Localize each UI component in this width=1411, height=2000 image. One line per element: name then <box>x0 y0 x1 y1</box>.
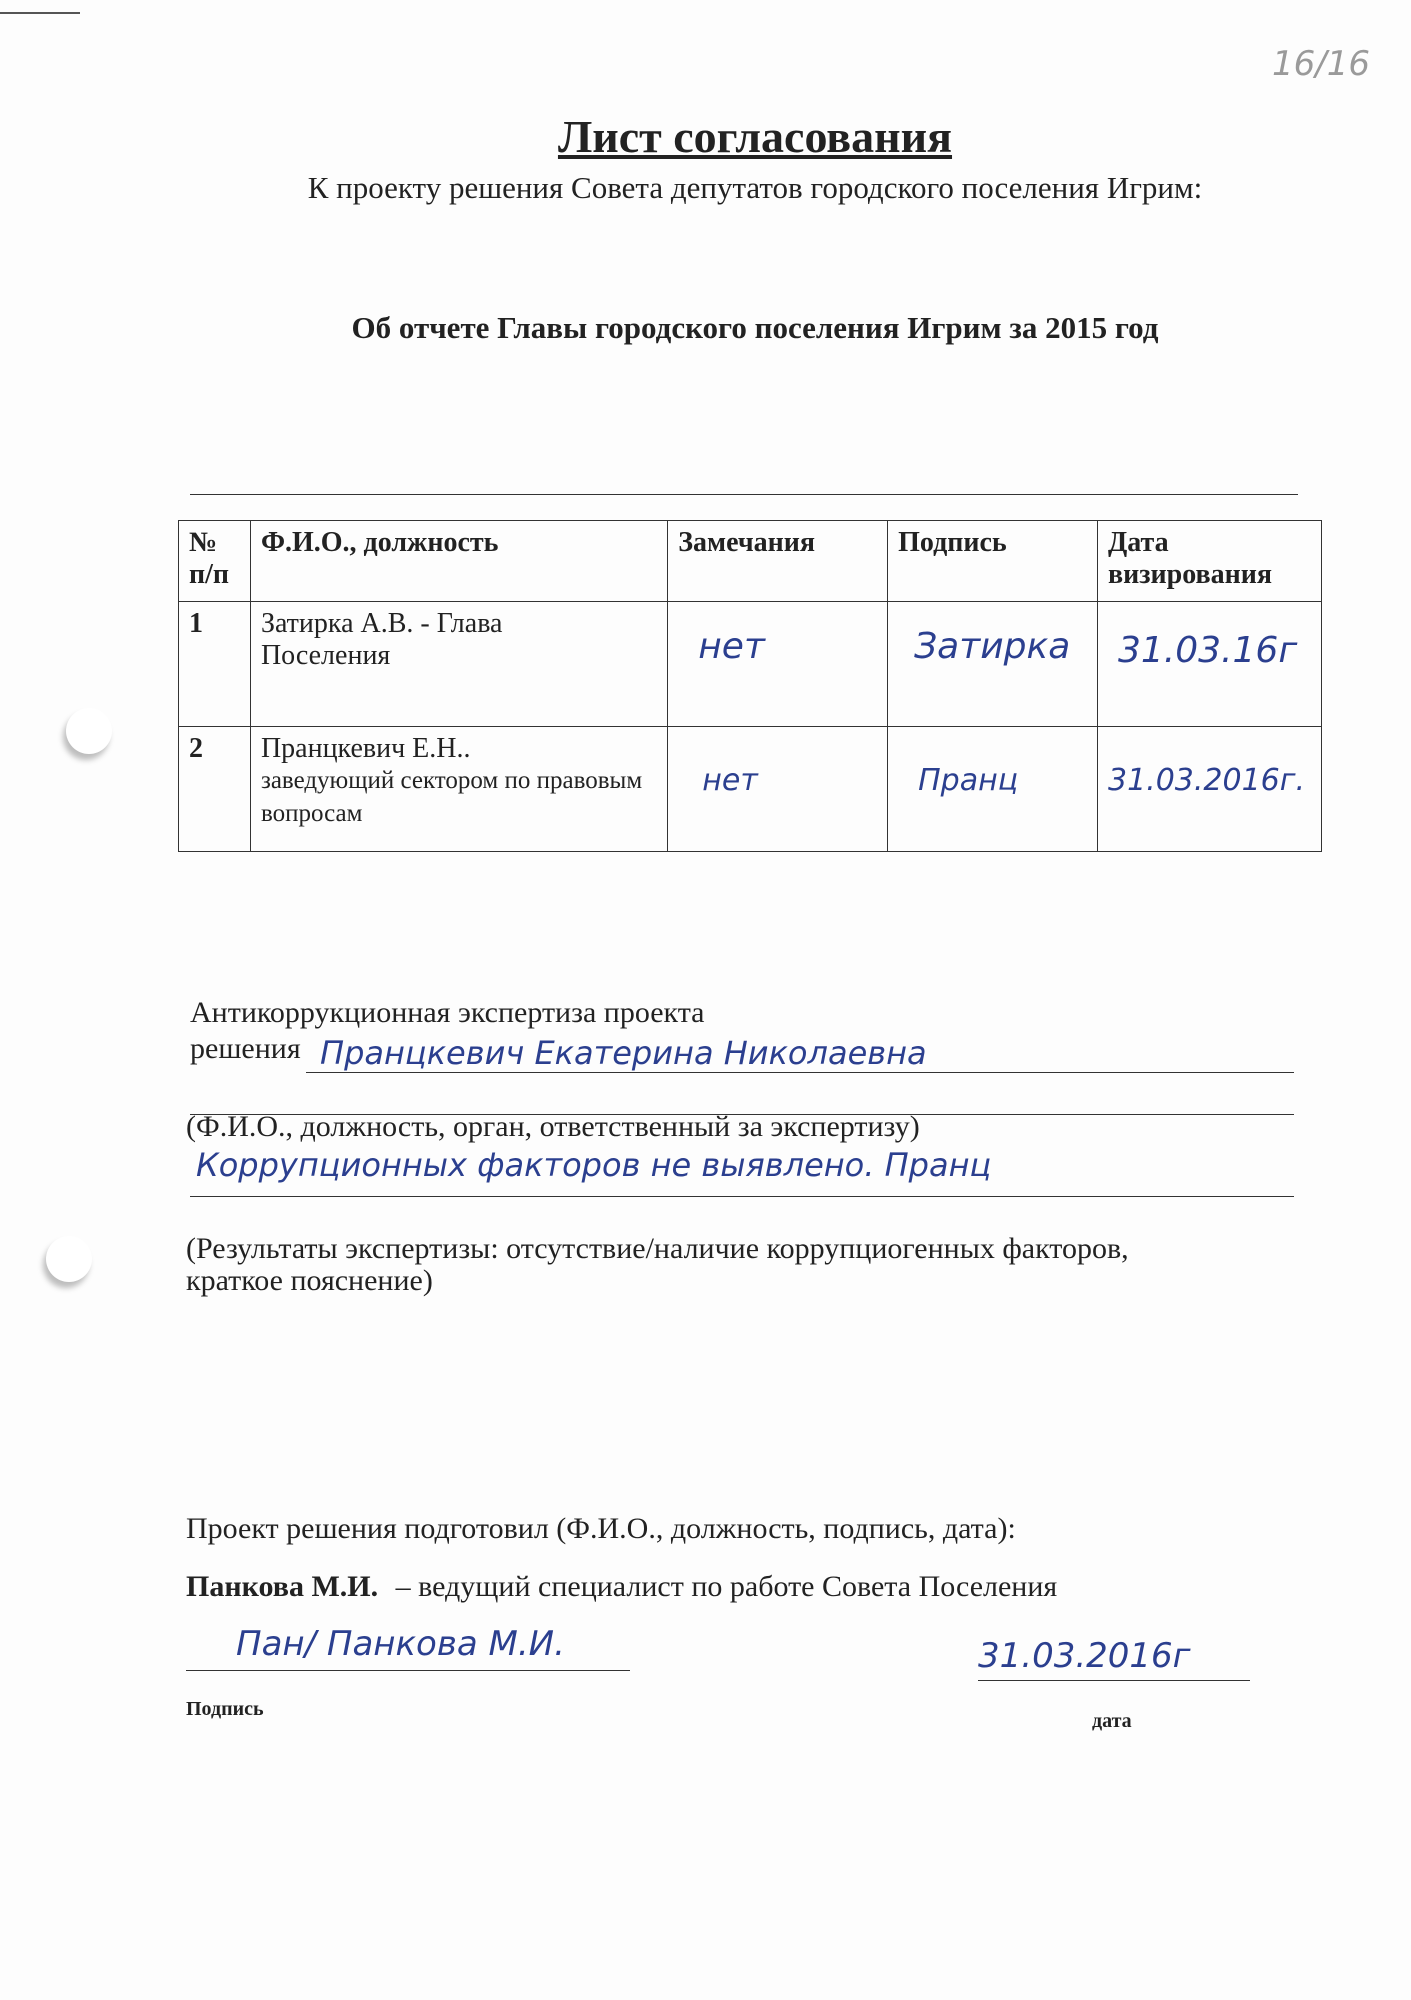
table-row <box>179 602 1322 727</box>
handwritten-signature: Затирка <box>914 626 1071 667</box>
date-caption: дата <box>1092 1710 1132 1732</box>
page-number: 16/16 <box>1272 44 1370 84</box>
decision-underline <box>306 1072 1294 1073</box>
header-date: Дата визирования <box>1098 521 1322 602</box>
row-name-text: Затирка А.В. - Глава <box>260 608 503 639</box>
signature-caption: Подпись <box>186 1698 264 1720</box>
document-subject: Об отчете Главы городского поселения Игрим за 2015 год <box>351 310 1159 345</box>
signature-line <box>186 1670 630 1671</box>
handwritten-expertise-result: Коррупционных факторов не выявлено. Пранц <box>196 1146 992 1184</box>
result-line <box>190 1196 1294 1197</box>
handwritten-prepared-date: 31.03.2016г <box>978 1636 1191 1676</box>
handwritten-signature: Пранц <box>918 763 1019 798</box>
document-title <box>0 110 1411 163</box>
handwritten-remarks: нет <box>702 763 758 798</box>
row-position: Поселения <box>260 640 391 671</box>
header-remarks: Замечания <box>668 521 888 602</box>
expertise-decision-label: решения <box>190 1032 301 1065</box>
scan-edge-mark <box>0 12 80 14</box>
row-remarks <box>668 602 888 727</box>
row-name <box>250 602 667 727</box>
row-name-text: Пранцкевич Е.Н.. <box>260 733 471 764</box>
row-signature <box>888 727 1098 852</box>
punch-hole <box>46 1236 92 1282</box>
handwritten-remarks: нет <box>698 626 765 667</box>
document-title-text: Лист согласования <box>557 111 953 162</box>
row-date <box>1098 602 1322 727</box>
results-caption-line1: (Результаты экспертизы: отсутствие/наличие коррупциогенных факторов, <box>186 1232 1129 1265</box>
handwritten-prepared-signature: Пан/ Панкова М.И. <box>236 1624 565 1664</box>
table-row <box>179 727 1322 852</box>
row-remarks <box>668 727 888 852</box>
fio-caption: (Ф.И.О., должность, орган, ответственный за экспертизу) <box>186 1110 920 1143</box>
prepared-line <box>186 1570 1057 1604</box>
prepared-name: Панкова М.И. <box>186 1570 379 1603</box>
approval-table <box>178 520 1322 852</box>
row-num: 1 <box>179 602 251 727</box>
row-name <box>250 727 667 852</box>
header-signature: Подпись <box>888 521 1098 602</box>
row-num: 2 <box>179 727 251 852</box>
table-header-row <box>179 521 1322 602</box>
prepared-label: Проект решения подготовил (Ф.И.О., должность, подпись, дата): <box>186 1512 1016 1545</box>
row-signature <box>888 602 1098 727</box>
document-subtitle: К проекту решения Совета депутатов городского поселения Игрим: <box>307 170 1203 205</box>
expertise-heading: Антикоррукционная экспертиза проекта <box>190 996 705 1029</box>
header-num: № п/п <box>179 521 251 602</box>
row-date <box>1098 727 1322 852</box>
subject-underline <box>190 494 1298 495</box>
punch-hole <box>66 708 112 754</box>
date-line <box>978 1680 1250 1681</box>
handwritten-date: 31.03.16г <box>1118 630 1298 671</box>
header-name: Ф.И.О., должность <box>250 521 667 602</box>
row-position: заведующий сектором по правовым вопросам <box>260 767 643 827</box>
handwritten-expert-name: Пранцкевич Екатерина Николаевна <box>320 1034 927 1072</box>
handwritten-date: 31.03.2016г. <box>1108 763 1306 798</box>
prepared-role: – ведущий специалист по работе Совета Поселения <box>395 1570 1058 1603</box>
results-caption-line2: краткое пояснение) <box>186 1264 433 1297</box>
